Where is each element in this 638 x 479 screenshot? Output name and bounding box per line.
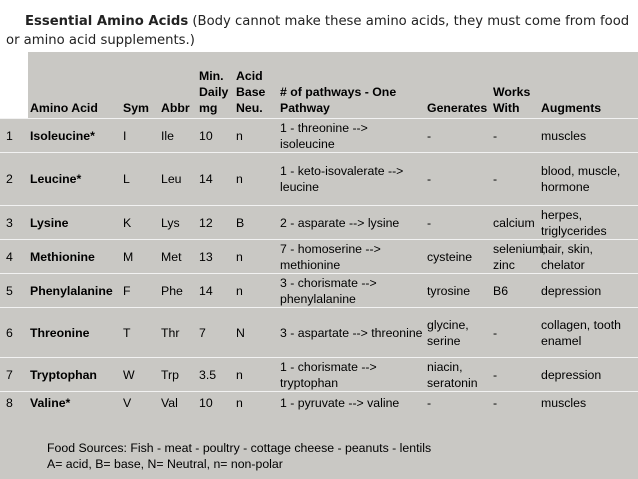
page-title xyxy=(6,12,632,50)
cell-pathway: 1 - threonine --> isoleucine xyxy=(278,119,425,153)
cell-abbr: Ile xyxy=(159,119,197,153)
cell-sym: V xyxy=(121,392,159,415)
cell-generates: - xyxy=(425,206,491,240)
cell-min-daily: 7 xyxy=(197,308,234,358)
header-min-daily: Min. Daily mg xyxy=(199,69,229,115)
cell-amino-acid: Valine* xyxy=(28,392,121,415)
cell-pathway: 1 - chorismate --> tryptophan xyxy=(278,358,425,392)
header-pathways: # of pathways - One Pathway xyxy=(280,85,397,115)
cell-generates: tyrosine xyxy=(425,274,491,308)
cell-abbr: Phe xyxy=(159,274,197,308)
header-acid-base: Acid Base Neu. xyxy=(236,69,266,115)
cell-amino-acid: Phenylalanine xyxy=(28,274,121,308)
cell-abbr: Thr xyxy=(159,308,197,358)
header-amino-acid: Amino Acid xyxy=(30,101,98,115)
header-index xyxy=(0,52,28,119)
cell-abbr: Val xyxy=(159,392,197,415)
cell-index: 4 xyxy=(0,240,28,274)
cell-acid-base: n xyxy=(234,392,278,415)
header-sym: Sym xyxy=(123,101,149,115)
table-row xyxy=(0,392,638,415)
table-row xyxy=(0,274,638,308)
amino-acid-table xyxy=(0,52,638,414)
cell-acid-base: n xyxy=(234,119,278,153)
cell-works-with: - xyxy=(491,392,539,415)
cell-min-daily: 10 xyxy=(197,119,234,153)
cell-index: 3 xyxy=(0,206,28,240)
cell-min-daily: 10 xyxy=(197,392,234,415)
header-works-with: Works With xyxy=(493,85,531,115)
cell-acid-base: n xyxy=(234,240,278,274)
cell-augments: depression xyxy=(539,358,638,392)
cell-amino-acid: Lysine xyxy=(28,206,121,240)
cell-acid-base: B xyxy=(234,206,278,240)
cell-works-with: - xyxy=(491,153,539,206)
cell-index: 5 xyxy=(0,274,28,308)
cell-sym: L xyxy=(121,153,159,206)
cell-pathway: 1 - pyruvate --> valine xyxy=(278,392,425,415)
cell-works-with: selenium, zinc xyxy=(493,241,546,272)
table-row xyxy=(0,240,638,274)
cell-sym: W xyxy=(121,358,159,392)
cell-works-with: - xyxy=(491,308,539,358)
cell-sym: T xyxy=(121,308,159,358)
cell-abbr: Trp xyxy=(159,358,197,392)
cell-sym: F xyxy=(121,274,159,308)
table-row xyxy=(0,308,638,358)
cell-generates: - xyxy=(425,153,491,206)
cell-abbr: Met xyxy=(159,240,197,274)
cell-pathway: 3 - aspartate --> threonine xyxy=(278,308,425,358)
cell-generates: - xyxy=(425,119,491,153)
cell-acid-base: n xyxy=(234,358,278,392)
cell-augments: herpes, triglycerides xyxy=(539,206,638,240)
cell-min-daily: 14 xyxy=(197,274,234,308)
cell-sym: K xyxy=(121,206,159,240)
cell-min-daily: 12 xyxy=(197,206,234,240)
cell-min-daily: 13 xyxy=(197,240,234,274)
cell-works-with: - xyxy=(491,119,539,153)
cell-index: 7 xyxy=(0,358,28,392)
cell-min-daily: 3.5 xyxy=(197,358,234,392)
cell-augments: blood, muscle, hormone xyxy=(539,153,638,206)
footer-food-sources: Food Sources: Fish - meat - poultry - cottage cheese - peanuts - lentils xyxy=(47,441,432,455)
cell-amino-acid: Methionine xyxy=(28,240,121,274)
table-row xyxy=(0,119,638,153)
cell-pathway: 3 - chorismate --> phenylalanine xyxy=(278,274,425,308)
cell-index: 1 xyxy=(0,119,28,153)
cell-pathway: 2 - asparate --> lysine xyxy=(278,206,425,240)
title-bold: Essential Amino Acids xyxy=(25,14,189,29)
cell-amino-acid: Threonine xyxy=(28,308,121,358)
cell-amino-acid: Isoleucine* xyxy=(28,119,121,153)
cell-pathway: 1 - keto-isovalerate --> leucine xyxy=(278,153,425,206)
header-augments: Augments xyxy=(541,101,602,115)
cell-generates: glycine, serine xyxy=(425,308,491,358)
cell-augments: muscles xyxy=(539,119,638,153)
cell-augments: collagen, tooth enamel xyxy=(539,308,638,358)
cell-works-with: - xyxy=(491,358,539,392)
table-row xyxy=(0,358,638,392)
header-abbr: Abbr xyxy=(161,101,190,115)
cell-amino-acid: Leucine* xyxy=(28,153,121,206)
cell-index: 6 xyxy=(0,308,28,358)
cell-augments: muscles xyxy=(539,392,638,415)
cell-works-with: B6 xyxy=(491,274,539,308)
footer-legend: A= acid, B= base, N= Neutral, n= non-polar xyxy=(47,457,283,471)
header-row xyxy=(0,52,638,119)
cell-sym: I xyxy=(121,119,159,153)
cell-generates: niacin, seratonin xyxy=(425,358,491,392)
cell-acid-base: n xyxy=(234,153,278,206)
title-rest: (Body cannot make these amino acids, they must come from food or amino acid supplements.) xyxy=(6,14,630,48)
table-row xyxy=(0,153,638,206)
cell-index: 2 xyxy=(0,153,28,206)
cell-index: 8 xyxy=(0,392,28,415)
cell-sym: M xyxy=(121,240,159,274)
table-panel xyxy=(0,52,638,479)
cell-amino-acid: Tryptophan xyxy=(28,358,121,392)
table-row xyxy=(0,206,638,240)
cell-min-daily: 14 xyxy=(197,153,234,206)
cell-abbr: Leu xyxy=(159,153,197,206)
cell-generates: cysteine xyxy=(425,240,491,274)
table-footer xyxy=(47,440,431,472)
cell-acid-base: N xyxy=(234,308,278,358)
cell-augments: hair, skin, chelator xyxy=(539,240,638,274)
header-generates: Generates xyxy=(427,101,488,115)
cell-pathway: 7 - homoserine --> methionine xyxy=(278,240,425,274)
cell-generates: - xyxy=(425,392,491,415)
cell-augments: depression xyxy=(539,274,638,308)
cell-abbr: Lys xyxy=(159,206,197,240)
cell-acid-base: n xyxy=(234,274,278,308)
cell-works-with: calcium xyxy=(491,206,539,240)
